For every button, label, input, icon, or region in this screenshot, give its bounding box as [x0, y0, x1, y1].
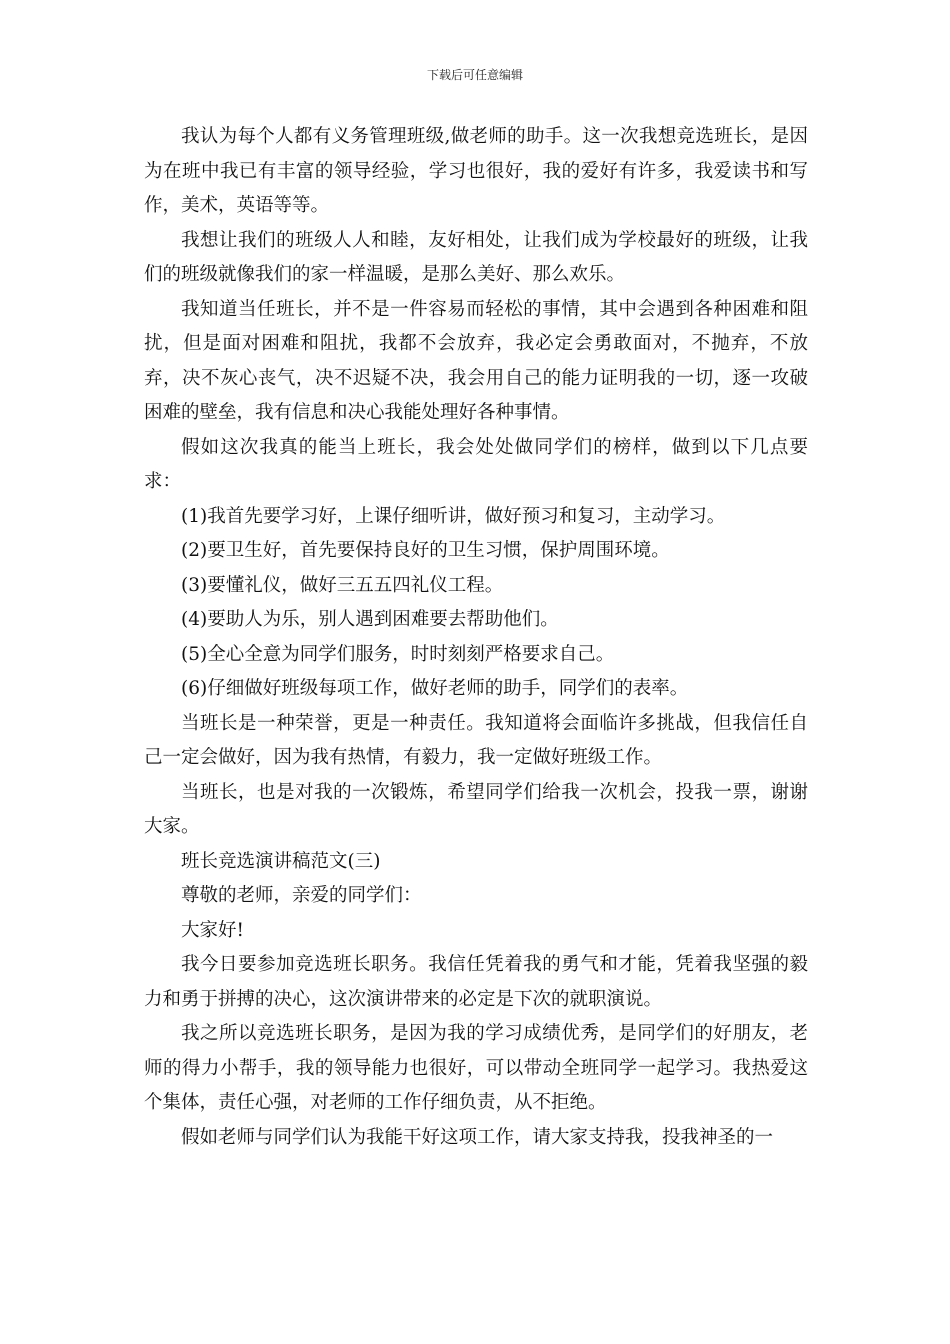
section-title: 班长竞选演讲稿范文(三)	[181, 850, 381, 872]
paragraph: 假如老师与同学们认为我能干好这项工作，请大家支持我，投我神圣的一	[181, 1126, 774, 1148]
paragraph: 我知道当任班长，并不是一件容易而轻松的事情，其中会遇到各种困难和阻扰，但是面对困难和阻扰，我都不会放弃，我必定会勇敢面对，不抛弃，不放弃，决不灰心丧气，决不迟疑不决，我会用自己的能力证明我的一切，逐一攻破困难的壁垒，我有信息和决心我能处理好各种事情。	[144, 298, 808, 423]
list-item: (3)要懂礼仪，做好三五五四礼仪工程。	[181, 574, 504, 596]
paragraph: 假如这次我真的能当上班长，我会处处做同学们的榜样，做到以下几点要求：	[144, 436, 808, 492]
salutation: 尊敬的老师，亲爱的同学们：	[181, 885, 422, 906]
greeting: 大家好!	[181, 919, 244, 941]
paragraph: 我今日要参加竞选班长职务。我信任凭着我的勇气和才能，凭着我坚强的毅力和勇于拼搏的决心，这次演讲带来的必定是下次的就职演说。	[144, 954, 808, 1010]
list-item: (5)全心全意为同学们服务，时时刻刻严格要求自己。	[181, 643, 615, 665]
document-body	[144, 120, 808, 1155]
list-item: (1)我首先要学习好，上课仔细听讲，做好预习和复习，主动学习。	[181, 505, 726, 527]
list-item: (6)仔细做好班级每项工作，做好老师的助手，同学们的表率。	[181, 678, 689, 699]
paragraph: 我想让我们的班级人人和睦，友好相处，让我们成为学校最好的班级，让我们的班级就像我们的家一样温暖，是那么美好、那么欢乐。	[144, 229, 808, 285]
paragraph: 当班长是一种荣誉，更是一种责任。我知道将会面临许多挑战，但我信任自己一定会做好，因为我有热情，有毅力，我一定做好班级工作。	[144, 712, 808, 768]
list-item: (4)要助人为乐，别人遇到困难要去帮助他们。	[181, 609, 559, 630]
paragraph: 我认为每个人都有义务管理班级,做老师的助手。这一次我想竞选班长，是因为在班中我已有丰富的领导经验，学习也很好，我的爱好有许多，我爱读书和写作，美术，英语等等。	[144, 126, 808, 216]
paragraph: 当班长，也是对我的一次锻炼，希望同学们给我一次机会，投我一票，谢谢大家。	[144, 781, 808, 837]
page-header: 下载后可任意编辑	[426, 68, 523, 82]
paragraph: 我之所以竞选班长职务，是因为我的学习成绩优秀，是同学们的好朋友，老师的得力小帮手，我的领导能力也很好，可以带动全班同学一起学习。我热爱这个集体，责任心强，对老师的工作仔细负责，从不拒绝。	[144, 1023, 808, 1113]
list-item: (2)要卫生好，首先要保持良好的卫生习惯，保护周围环境。	[181, 540, 670, 561]
